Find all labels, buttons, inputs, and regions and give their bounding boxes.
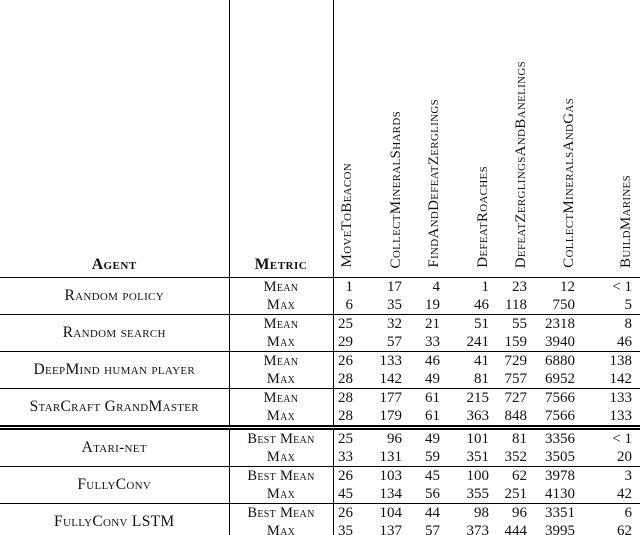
value-cell: 351 [448,448,497,467]
value-cell: 241 [448,333,497,352]
value-cell: 51 [474,316,489,332]
value-cell: 17 [387,279,402,295]
value-cell: 100 [466,468,489,484]
value-cell: 62 [512,468,527,484]
value-cell: 137 [379,523,402,535]
value-cell: < 1 [612,431,632,447]
metric-label: Max [229,522,333,535]
value-cell: 20 [583,448,640,467]
table-row [0,389,640,408]
value-cell: 28 [338,390,353,406]
table-row [0,504,640,523]
value-cell: 6952 [535,370,583,389]
value-cell: 81 [448,370,497,389]
value-cell: 757 [497,370,535,389]
value-cell: 35 [338,523,353,535]
value-cell: 49 [410,370,448,389]
value-cell: 61 [425,390,440,406]
value-cell: 729 [504,353,527,369]
col-header-defeat-zerglings-and-banelings [497,0,535,278]
value-cell: 251 [497,485,535,504]
value-cell: 25 [338,431,353,447]
value-cell: 5 [583,296,640,315]
metric-label: Max [229,370,333,389]
value-cell: 6 [333,296,361,315]
value-cell: 41 [474,353,489,369]
value-cell: 727 [504,390,527,406]
value-cell: 3940 [535,333,583,352]
value-cell: 373 [466,523,489,535]
agent-name-random-search: Random search [0,315,229,352]
value-cell: 96 [512,505,527,521]
value-cell: 444 [504,523,527,535]
value-cell: 363 [448,407,497,428]
value-cell: 26 [338,468,353,484]
agent-column-header [0,0,229,278]
value-cell: 46 [425,353,440,369]
agent-name-random-policy: Random policy [0,278,229,315]
col-header-move-to-beacon [333,0,361,278]
value-cell: 142 [361,370,410,389]
value-cell: 159 [497,333,535,352]
value-cell: 46 [448,296,497,315]
col-header-collect-mineral-shards [361,0,410,278]
value-cell: 45 [333,485,361,504]
value-cell: 26 [338,353,353,369]
value-cell: 215 [466,390,489,406]
value-cell: 57 [361,333,410,352]
value-cell: 29 [333,333,361,352]
value-cell: 131 [361,448,410,467]
agent-name-fullyconv: FullyConv [0,467,229,504]
table-row [0,467,640,486]
value-cell: 81 [512,431,527,447]
value-cell: 3351 [545,505,575,521]
value-cell: 133 [379,353,402,369]
value-cell: 133 [609,390,632,406]
value-cell: 142 [583,370,640,389]
value-cell: 56 [410,485,448,504]
value-cell: 2318 [545,316,575,332]
metric-label: Best Mean [229,428,333,449]
value-cell: 3356 [545,431,575,447]
value-cell: 28 [333,370,361,389]
agent-header-label: Agent [91,256,137,273]
metric-header-label: Metric [254,256,308,273]
col-header-find-and-defeat-zerglings [410,0,448,278]
value-cell: 32 [387,316,402,332]
value-cell: 25 [338,316,353,332]
agent-name-fullyconv-lstm: FullyConv LSTM [0,504,229,535]
metric-label: Max [229,333,333,352]
value-cell: 177 [379,390,402,406]
col-header-build-marines [583,0,640,278]
table-row [0,352,640,371]
value-cell: 45 [425,468,440,484]
value-cell: 28 [333,407,361,428]
value-cell: 49 [425,431,440,447]
metric-label: Best Mean [229,504,333,523]
value-cell: 8 [624,316,632,332]
col-header-label: FindAndDefeatZerglings [425,99,442,268]
value-cell: 4130 [535,485,583,504]
agent-name-deepmind-human-player: DeepMind human player [0,352,229,389]
metric-label: Max [229,407,333,428]
metric-label: Max [229,296,333,315]
col-header-label: CollectMineralShards [387,110,404,268]
col-header-collect-minerals-and-gas [535,0,583,278]
agent-name-starcraft-grandmaster: StarCraft GrandMaster [0,389,229,428]
value-cell: 55 [512,316,527,332]
value-cell: 57 [425,523,440,535]
value-cell: 355 [448,485,497,504]
value-cell: 62 [617,523,632,535]
col-header-defeat-roaches [448,0,497,278]
value-cell: 33 [410,333,448,352]
value-cell: 3995 [545,523,575,535]
value-cell: 179 [361,407,410,428]
value-cell: 3978 [545,468,575,484]
value-cell: 4 [432,279,440,295]
value-cell: 104 [379,505,402,521]
value-cell: 26 [338,505,353,521]
col-header-label: BuildMarines [617,175,634,268]
value-cell: 59 [410,448,448,467]
value-cell: 35 [361,296,410,315]
table-row [0,278,640,297]
value-cell: 96 [387,431,402,447]
value-cell: 118 [497,296,535,315]
value-cell: 42 [583,485,640,504]
value-cell: 23 [512,279,527,295]
metric-label: Mean [229,352,333,371]
metric-label: Best Mean [229,467,333,486]
col-header-label: DefeatZerglingsAndBanelings [512,60,529,268]
value-cell: 7566 [535,407,583,428]
value-cell: 46 [583,333,640,352]
value-cell: 33 [333,448,361,467]
value-cell: 61 [410,407,448,428]
metric-label: Mean [229,278,333,297]
value-cell: 352 [497,448,535,467]
value-cell: 848 [497,407,535,428]
value-cell: < 1 [612,279,632,295]
value-cell: 103 [379,468,402,484]
col-header-label: DefeatRoaches [474,166,491,268]
col-header-label: CollectMineralsAndGas [560,98,577,268]
value-cell: 133 [583,407,640,428]
metric-label: Max [229,448,333,467]
value-cell: 134 [361,485,410,504]
agent-name-atari-net: Atari-net [0,428,229,467]
value-cell: 6 [624,505,632,521]
value-cell: 98 [474,505,489,521]
value-cell: 1 [345,279,353,295]
value-cell: 44 [425,505,440,521]
metric-column-header [229,0,333,278]
value-cell: 138 [609,353,632,369]
value-cell: 21 [425,316,440,332]
value-cell: 101 [466,431,489,447]
value-cell: 6880 [545,353,575,369]
table-row [0,315,640,334]
value-cell: 3 [624,468,632,484]
value-cell: 3505 [535,448,583,467]
value-cell: 7566 [545,390,575,406]
value-cell: 19 [410,296,448,315]
metric-label: Mean [229,389,333,408]
col-header-label: MoveToBeacon [338,163,355,268]
value-cell: 750 [535,296,583,315]
table-row [0,428,640,449]
metric-label: Mean [229,315,333,334]
value-cell: 12 [560,279,575,295]
metric-label: Max [229,485,333,504]
value-cell: 1 [481,279,489,295]
